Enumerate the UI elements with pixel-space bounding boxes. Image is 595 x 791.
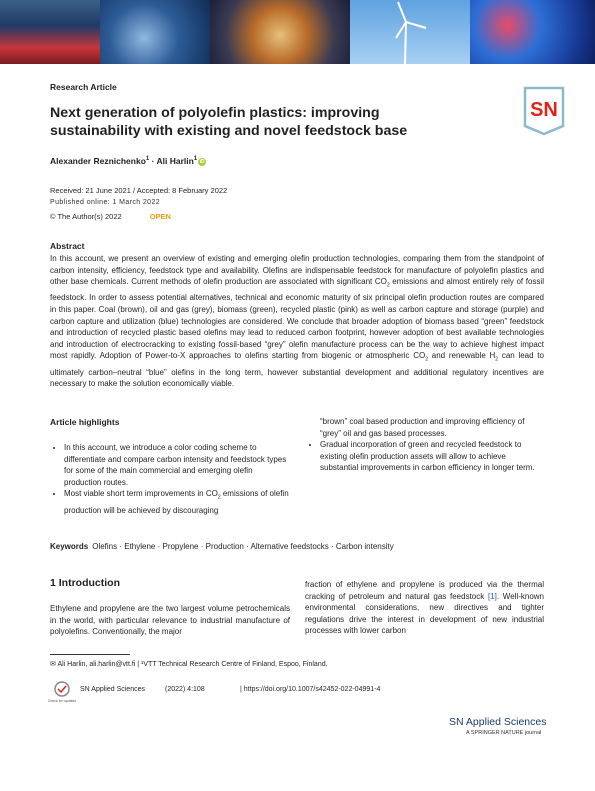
highlights-right-column bbox=[306, 416, 544, 474]
highlight-continuation: “brown” coal based production and improving efficiency of “grey” oil and gas based processes. bbox=[320, 417, 525, 438]
citation-link[interactable]: [1] bbox=[487, 591, 497, 601]
open-access-badge: OPEN bbox=[149, 212, 171, 221]
orcid-icon[interactable]: iD bbox=[199, 159, 205, 165]
article-title: Next generation of polyolefin plastics: improving sustainability with existing and novel feedstock base bbox=[50, 105, 408, 139]
abstract-text-1: In this account, we present an overview of existing and emerging olefin production technologies, comparing them from the standpoint of carbon intensity, efficiency, feedstock type and availability. Olefins are indispensable feedstock for manufacture of polyolefin plastics and other base chemicals. Current methods of olefin production are associated with significant CO bbox=[50, 254, 544, 287]
received-accepted: Received: 21 June 2021 / Accepted: 8 February 2022 bbox=[50, 186, 228, 195]
publisher-group: A SPRINGER NATURE journal bbox=[466, 730, 542, 736]
correspondence-footnote bbox=[50, 660, 328, 668]
mail-icon: ✉ bbox=[50, 661, 58, 668]
highlight-item bbox=[64, 488, 292, 516]
publisher-journal-name: SN Applied Sciences bbox=[449, 716, 547, 728]
abstract-heading: Abstract bbox=[50, 241, 85, 251]
sub: 2 bbox=[495, 356, 499, 363]
author-separator: · bbox=[149, 156, 157, 166]
banner-image-molecules bbox=[470, 0, 595, 64]
author-1[interactable]: Alexander Reznichenko bbox=[50, 156, 146, 166]
article-type: Research Article bbox=[50, 82, 117, 92]
intro-right-column bbox=[305, 579, 544, 637]
author-list bbox=[50, 156, 206, 166]
highlight-text: In this account, we introduce a color coding scheme to differentiate and compare carbon intensity and feedstock types for some of the main commercial and emerging olefin production routes. bbox=[64, 443, 287, 487]
footer-doi[interactable]: | https://doi.org/10.1007/s42452-022-04991-4 bbox=[240, 686, 381, 693]
wind-turbine-icon bbox=[350, 0, 470, 64]
sub: 2 bbox=[386, 282, 390, 289]
banner-image-vials bbox=[0, 0, 100, 64]
keywords-label: Keywords bbox=[50, 542, 89, 551]
author-2-affil: 1 bbox=[193, 156, 198, 163]
introduction-heading: 1 Introduction bbox=[50, 577, 120, 589]
sn-logo-text: SN bbox=[530, 99, 558, 121]
highlight-item bbox=[64, 442, 292, 488]
keywords bbox=[50, 542, 394, 551]
sub: 2 bbox=[217, 494, 221, 501]
header-banner bbox=[0, 0, 595, 64]
keywords-text: Olefins · Ethylene · Propylene · Production · Alternative feedstocks · Carbon intensity bbox=[92, 542, 394, 551]
highlight-text: emissions of olefin production will be achieved by discouraging bbox=[64, 489, 289, 515]
banner-image-wind-turbine bbox=[350, 0, 470, 64]
footnote-text[interactable]: Ali Harlin, ali.harlin@vtt.fi | ¹VTT Technical Research Centre of Finland, Espoo, Finland. bbox=[57, 661, 328, 668]
footer-volume: (2022) 4:108 bbox=[165, 686, 205, 693]
copyright: © The Author(s) 2022 bbox=[50, 212, 122, 221]
highlight-text: Gradual incorporation of green and recycled feedstock to existing olefin production assets will allow to achieve substantial improvements in carbon efficiency in longer term. bbox=[320, 440, 535, 473]
sub: 2 bbox=[425, 356, 429, 363]
intro-text: . Well-known environmental considerations, new directives and tighter regulations drive the interest in development of new industrial processes with lower carbon bbox=[305, 591, 544, 636]
abstract-body bbox=[50, 253, 544, 390]
sn-journal-logo[interactable] bbox=[523, 86, 565, 136]
banner-image-coil bbox=[210, 0, 350, 64]
abstract-text-2: emissions and almost entirely rely of fossil feedstock. In order to assess potential alternatives, technical and economic maturity of six principal olefin production routes are compared in this paper. Coal (brown), oil and gas (grey), biomass (green), recycled plastic (pink) as well as carbon capture and storage (purple) and carbon capture and utilization (blue) technologies are considered. We conclude that broader adoption of biomass based “green” feedstock and introduction of recycled plastic based olefins may lead to reduced carbon footprint, however adoption of best available technologies and introduction of electrocracking to existing fossil-based “grey” olefin manufacture process can be the way to achieve highest impact most rapidly. Adoption of Power-to-X approaches to olefins starting from biogenic or atmospheric CO bbox=[50, 277, 544, 361]
banner-image-water bbox=[100, 0, 210, 64]
published-online: Published online: 1 March 2022 bbox=[50, 199, 161, 206]
copyright-line bbox=[50, 212, 171, 221]
author-1-affil: 1 bbox=[145, 156, 150, 163]
intro-text: fraction of ethylene and propylene is produced via the thermal cracking of petroleum and natural gas feedstock bbox=[305, 580, 544, 601]
author-2[interactable]: Ali Harlin bbox=[156, 156, 194, 166]
abstract-text-4: can lead to ultimately carbon–neutral “blue” olefins in the long term, however substantial development and additional regulatory incentives are necessary to make the solution economically viable. bbox=[50, 351, 544, 389]
footnote-divider bbox=[50, 654, 130, 655]
intro-left-column: Ethylene and propylene are the two largest volume petrochemicals in the world, with particular relevance to industrial manufacture of polyolefins. Conventionally, the major bbox=[50, 604, 290, 637]
footer-journal: SN Applied Sciences bbox=[80, 686, 145, 693]
highlight-item bbox=[320, 439, 544, 474]
highlight-text: Most viable short term improvements in CO bbox=[64, 489, 218, 499]
abstract-text-3: and renewable H bbox=[428, 351, 496, 361]
highlights-heading: Article highlights bbox=[50, 417, 120, 427]
check-for-updates-icon[interactable] bbox=[47, 680, 77, 704]
highlights-left-column bbox=[50, 442, 292, 516]
check-for-updates-label: Check for updates bbox=[47, 699, 77, 703]
